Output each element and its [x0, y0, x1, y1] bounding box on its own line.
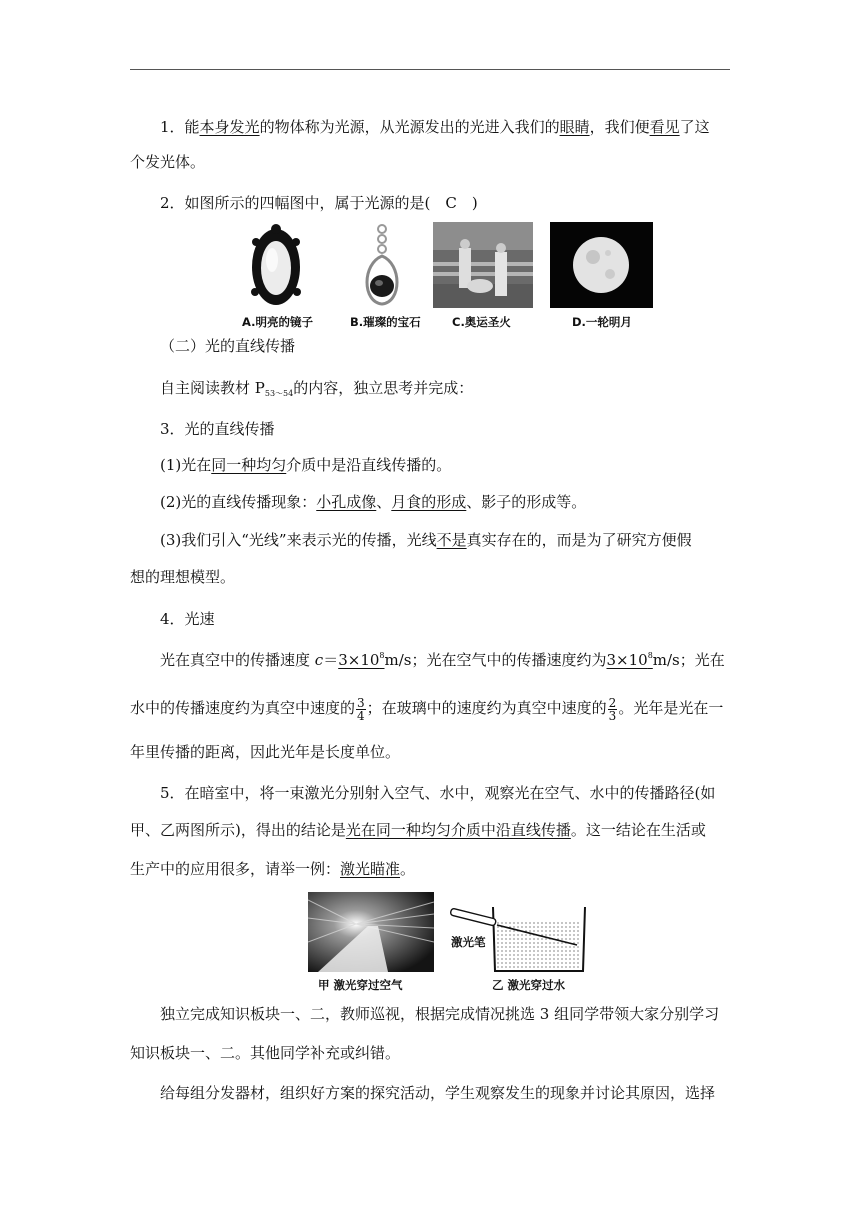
q4-line1: 光在真空中的传播速度 $c=3\times 10^8m/s$；光在空气中的传播速度约为$3\times 10^8m/s$；光在 — [160, 651, 725, 669]
option-c-caption: C.奥运圣火 — [452, 315, 511, 329]
reading-instruction: 自主阅读教材 $P_{53\sim 54}$的内容，独立思考并完成： — [160, 379, 474, 398]
q3-item2: (2)光的直线传播现象：小孔成像、月食的形成、影子的形成等。 — [160, 493, 587, 511]
q3-item3-line1: (3)我们引入“光线”来表示光的传播，光线不是真实存在的，而是为了研究方便假 — [160, 531, 692, 549]
section-heading: （二）光的直线传播 — [160, 337, 296, 355]
para1-line2: 知识板块一、二。其他同学补充或纠错。 — [130, 1044, 401, 1062]
q3-title: 3．光的直线传播 — [160, 420, 275, 438]
figure-water-caption: 乙 激光穿过水 — [492, 978, 566, 992]
laser-pen-label: 激光笔 — [451, 935, 486, 949]
q4-title: 4．光速 — [160, 610, 215, 628]
q4-line3: 年里传播的距离，因此光年是长度单位。 — [130, 743, 401, 761]
q1-line1: 1．能本身发光的物体称为光源，从光源发出的光进入我们的眼睛，我们便看见了这 — [160, 118, 710, 136]
para2-line1: 给每组分发器材，组织好方案的探究活动，学生观察发生的现象并讨论其原因，选择 — [160, 1084, 716, 1102]
fraction-three-quarters: $\frac{3}{4}$ — [357, 695, 365, 723]
para1-line1: 独立完成知识板块一、二，教师巡视，根据完成情况挑选 3 组同学带领大家分别学习 — [160, 1005, 720, 1023]
option-a-caption: A.明亮的镜子 — [242, 315, 313, 329]
laser-air-image — [308, 892, 434, 972]
header-rule — [130, 69, 730, 70]
q2-question: 2．如图所示的四幅图中，属于光源的是( C ) — [160, 194, 478, 212]
full-moon-image — [550, 222, 653, 308]
mirror-image — [250, 222, 302, 308]
figure-air-caption: 甲 激光穿过空气 — [318, 978, 403, 992]
q3-item3-line2: 想的理想模型。 — [130, 568, 236, 586]
q3-item1: (1)光在同一种均匀介质中是沿直线传播的。 — [160, 456, 452, 474]
olympic-flame-image — [433, 222, 533, 308]
option-d-caption: D.一轮明月 — [572, 315, 632, 329]
q5-line1: 5．在暗室中，将一束激光分别射入空气、水中，观察光在空气、水中的传播路径(如 — [160, 784, 716, 802]
q1-line2: 个发光体。 — [130, 153, 206, 171]
option-b-caption: B.璀璨的宝石 — [350, 315, 421, 329]
q5-line3: 生产中的应用很多，请举一例：激光瞄准。 — [130, 860, 416, 878]
gem-pendant-image — [358, 222, 406, 308]
q4-line2: 水中的传播速度约为真空中速度的 $\frac{3}{4}$ ；在玻璃中的速度约为真空中速度的 $\frac{2}{3}$ 。光年是光在一 — [130, 695, 724, 723]
fraction-two-thirds: $\frac{2}{3}$ — [608, 695, 617, 723]
q5-line2: 甲、乙两图所示)，得出的结论是光在同一种均匀介质中沿直线传播。这一结论在生活或 — [130, 821, 706, 839]
